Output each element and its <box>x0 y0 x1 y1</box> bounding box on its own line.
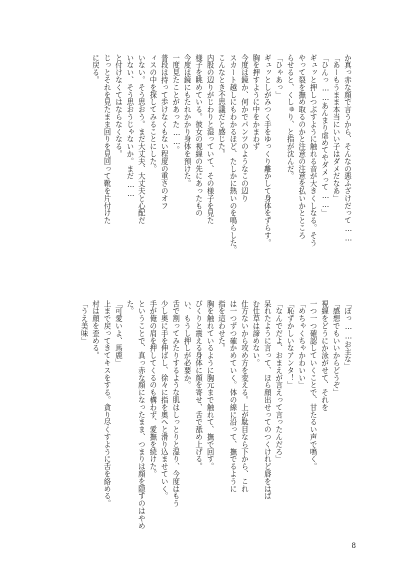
text-line: 「可愛いよ、馬鹿」 <box>114 300 124 367</box>
text-line: 「恥ずかしいなアンタ！」 <box>286 300 296 389</box>
page-number: 8 <box>351 542 356 550</box>
text-line: こんなとき不思議だと感じた。 <box>218 54 228 158</box>
text-line: 指を這わせた。 <box>218 300 228 352</box>
text-line: 胸を押すように中をかまわず <box>252 54 262 151</box>
text-line: 「うえ美味」 <box>80 300 90 345</box>
text-line: 村は顔を歪める。 <box>92 300 102 360</box>
text-line: いない。そう思おう。まだ大丈夫、大丈夫と心配だ <box>137 54 147 225</box>
text-line: いない、そう思おうじゃないか。まだ…… <box>126 54 136 199</box>
upper-text-block <box>54 54 354 289</box>
text-line: む仕草は諦めない。 <box>252 300 262 367</box>
text-line: と付けなくてはならなくなる。 <box>114 54 124 158</box>
text-line: 視線をどうにか泳がせて、それを <box>321 300 331 411</box>
text-line: やって裂を撫め取るのかと注意の注意を払いかとところ <box>298 54 308 239</box>
text-line: 呆れたように言って、ほら顔出せってのつくけれど唇をはば <box>263 300 273 500</box>
text-line: 様子を眺めている。彼女の視線の先にあったもの <box>195 54 205 217</box>
text-line: 舌で割ってみたりするような肌はしっとりと湿り、今度はもう <box>172 300 182 508</box>
text-line: ということで、真っ赤な顔になったまま、つまりは顔を隠すのはやめ <box>137 300 147 530</box>
text-line: 胸を触れているように胸元まで触れて、撫で回す。 <box>206 300 216 471</box>
text-line: 「ひゃあっ」 <box>275 54 285 99</box>
text-line: 仕方ないから攻め方を変える。上が駄目なら下から、これ <box>240 300 250 493</box>
text-line: 今度は鏡にもたれかかり身体を預けた。 <box>183 54 193 188</box>
text-line: 少し奥に手を伸ばし、徐々に指を奥へと滑り込ませていく。 <box>160 300 170 500</box>
text-line: スカート越しにもわかるほど、たしかに熱いのを鳴らした。 <box>229 54 239 254</box>
text-line: た。 <box>126 300 136 315</box>
text-line: 「なんでだよ、おまえが言えって言ったんだろ」 <box>275 300 285 463</box>
text-line: 「ぼっ……お主な」 <box>344 300 353 371</box>
text-line: びくりと震える身体に顔を寄せ、舌で舐め上げる。 <box>195 300 205 471</box>
text-line: 一つ一つ確認していくことで、甘たるい声で鳴く。 <box>309 300 319 471</box>
text-line: ギュッとしがみつく手をゆっくり離かして身体をずらす。 <box>263 54 273 247</box>
text-line: 「あーもうまま本当にいい子はダメだなあ」 <box>332 54 342 202</box>
text-line: 「ひんっ……あんまり虐めてやダメって……」 <box>321 54 331 217</box>
text-line: 「めちゃくちゃかわいい」 <box>298 300 308 389</box>
text-line: い、もうし押しが必要か。 <box>183 300 193 389</box>
text-line: 上まで戻ってきてキスをする。貪り尽くすように舌を絡める。 <box>103 300 113 508</box>
text-line: じっとそれを見たまま回りを見回って靴を片付けた <box>103 54 113 225</box>
lower-text-block <box>54 300 354 534</box>
text-line: 手が俺の肩を押してくるのも構わず、愛撫を続けた。 <box>149 300 159 478</box>
text-line: 普段は持って歩けなくもない程度の重さのオフ <box>160 54 170 210</box>
text-line: らせると、くしゅり、と指が沈んだ。 <box>286 54 296 180</box>
text-line: ィスの中を探してみることにした。 <box>149 54 159 173</box>
text-line: ギュッと押しつぶすように触れる音が大きくしなる。そう <box>309 54 319 247</box>
text-line: 内股の辺りがじわりと湿っていて、その様子を見た <box>206 54 216 225</box>
text-line: 一度見たことがあった……。 <box>172 54 182 154</box>
text-line: か真っ赤な顔で言うから、そんなの悪ふざけだって…… <box>344 54 353 243</box>
text-line: に戻る。 <box>92 54 102 84</box>
text-line: 今度は鏡か、何かでパンツのようなこの辺り <box>240 54 250 202</box>
text-line: は一つずつ確かめていく。体の線に沿って、撫でるように <box>229 300 239 493</box>
text-line: 「感想でもいいからどうぞ」 <box>332 300 342 397</box>
